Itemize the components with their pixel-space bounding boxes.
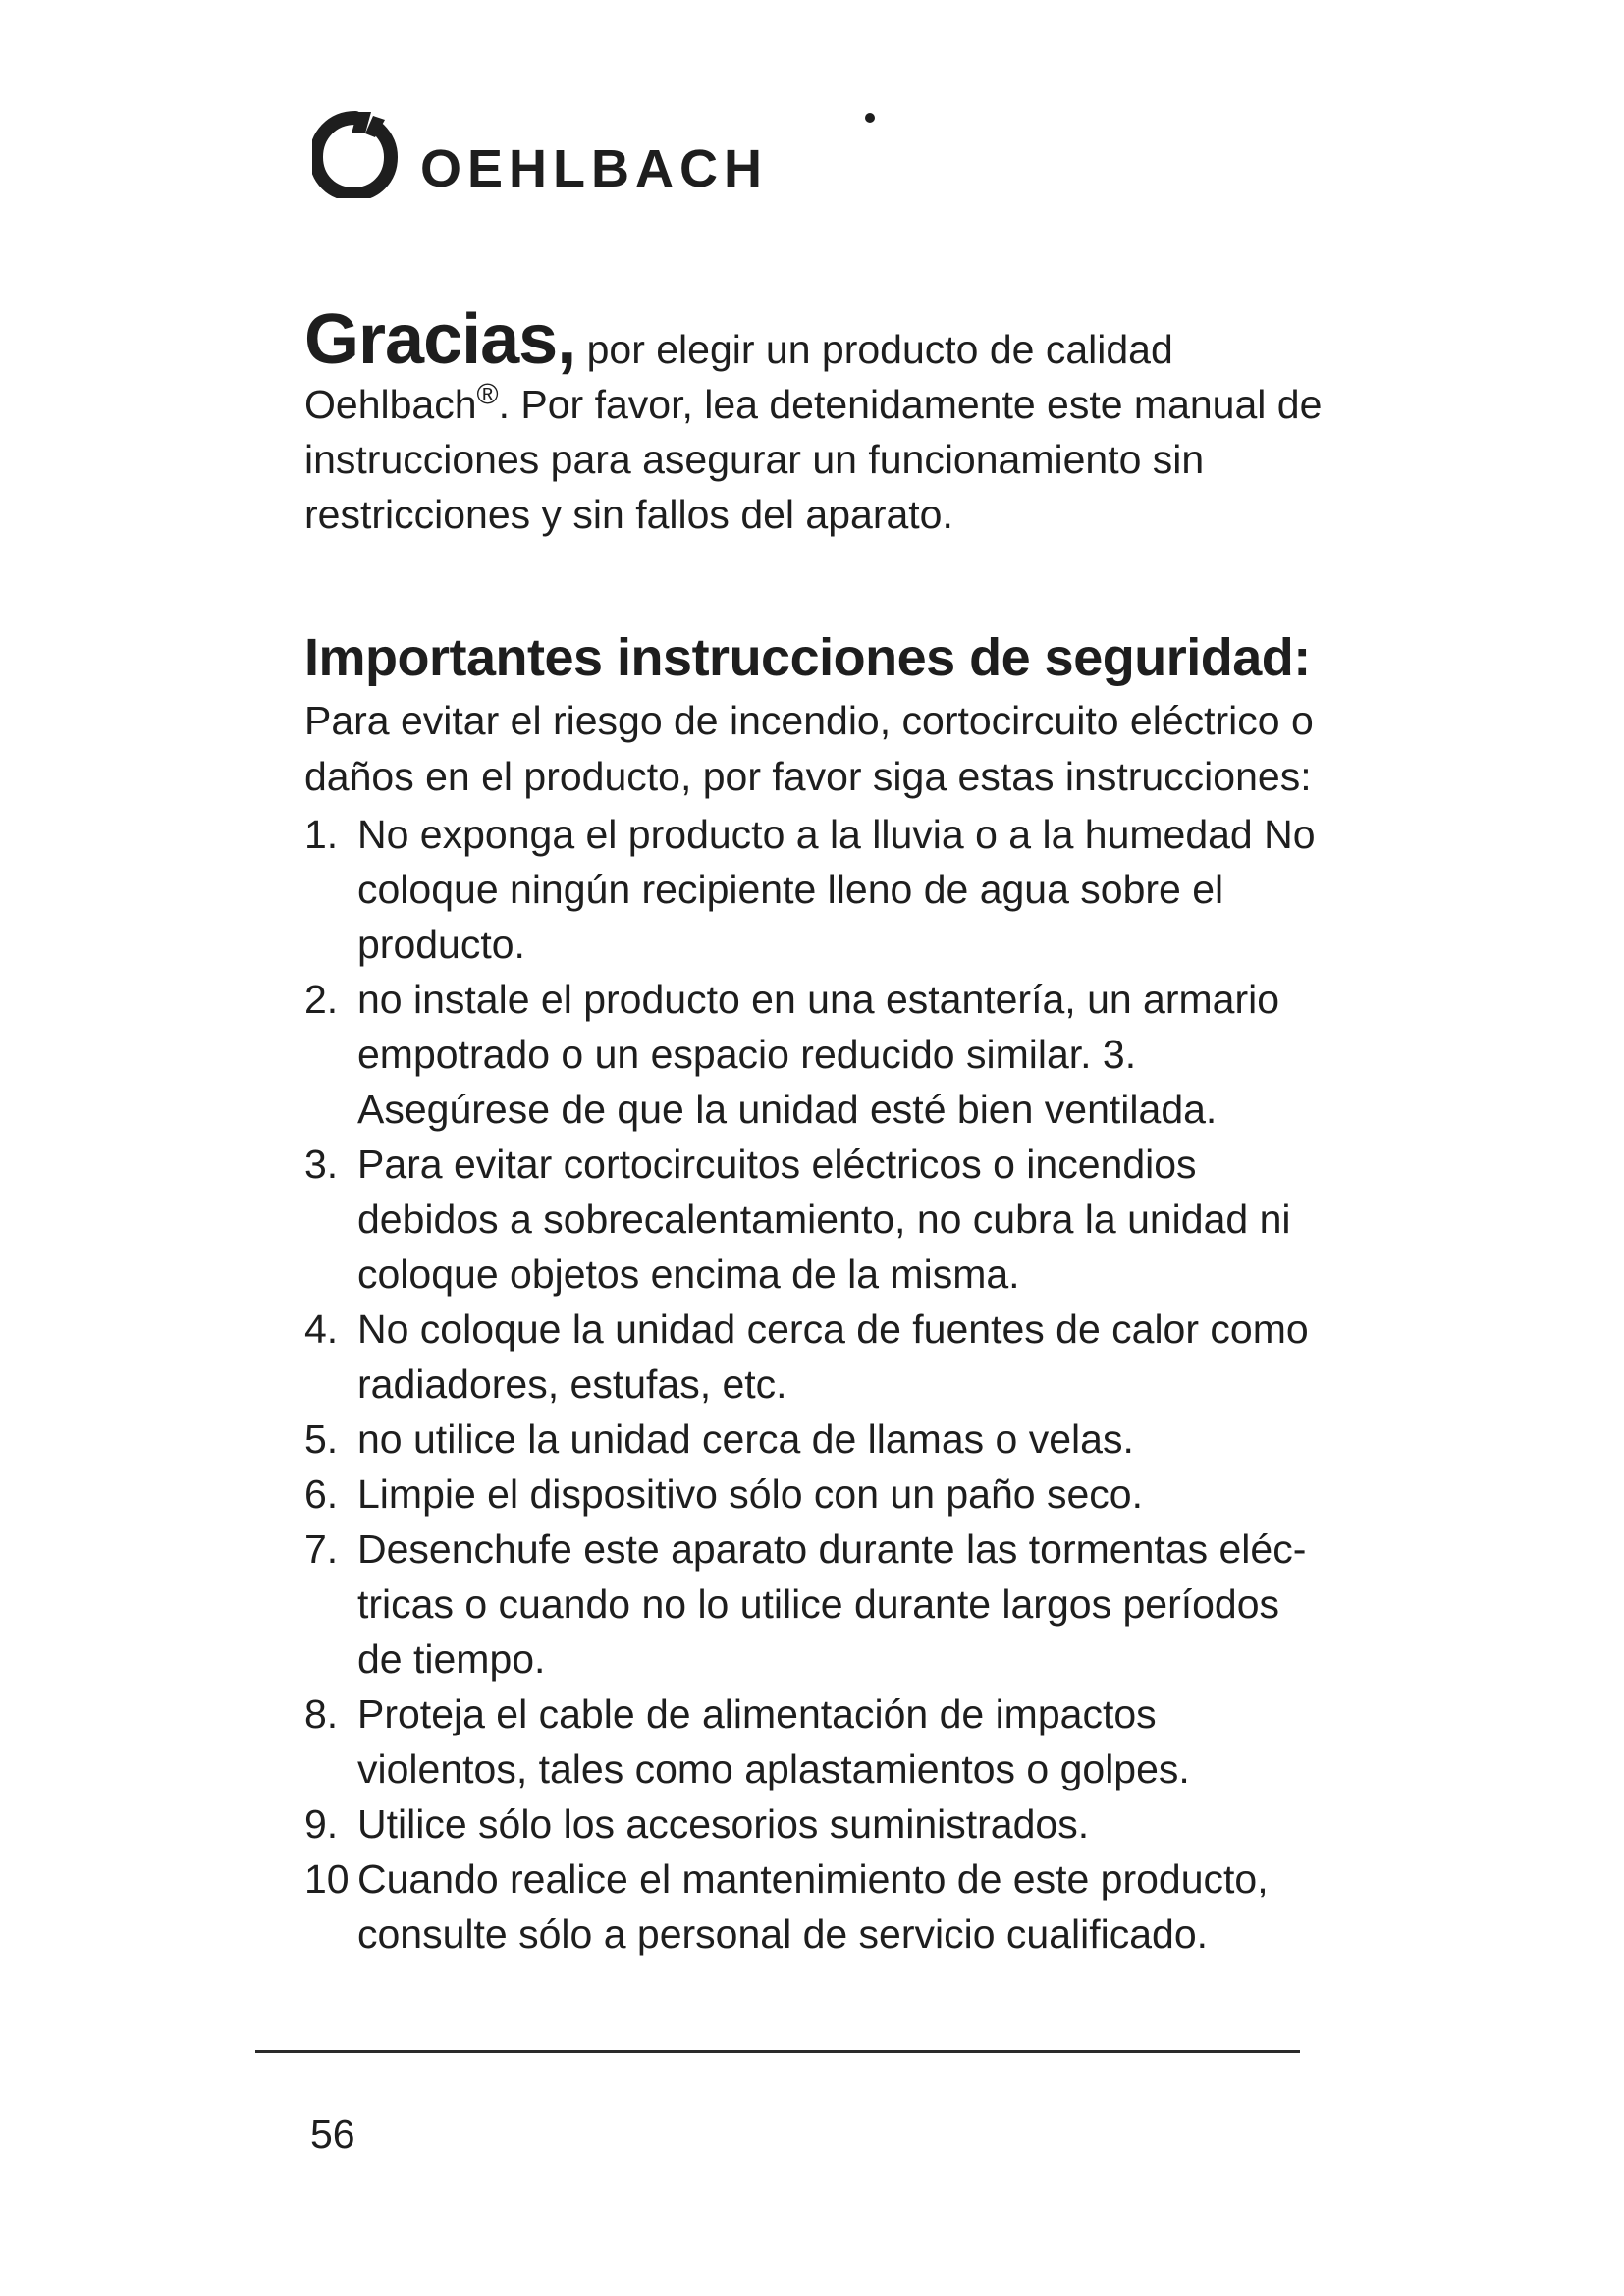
list-item xyxy=(304,1137,1326,1302)
intro-lead: Gracias, xyxy=(304,300,576,379)
list-item-number: 2. xyxy=(304,977,339,1022)
list-item-text: Limpie el dispositivo sólo con un paño seco. xyxy=(357,1471,1143,1517)
list-item-text: Desenchufe este aparato durante las tormentas eléc-tricas o cuando no lo utilice durante largos períodos de tiempo. xyxy=(357,1526,1307,1682)
page-number: 56 xyxy=(310,2111,355,2157)
list-item-text: Utilice sólo los accesorios suministrados. xyxy=(357,1801,1090,1846)
main-content xyxy=(304,300,1326,1961)
list-item-number: 4. xyxy=(304,1307,339,1352)
registered-mark: ® xyxy=(476,378,499,411)
oehlbach-ring-logo-icon xyxy=(312,110,882,198)
footer-divider xyxy=(255,2050,1300,2053)
list-item-text: no instale el producto en una estantería, un armario empotrado o un espacio reducido similar. 3. Asegúrese de que la unidad esté bien ventilada. xyxy=(357,977,1280,1132)
intro-text-end: . Por favor, lea detenidamente este manual de instrucciones para asegurar un funcionamiento sin restricciones y sin fallos del aparato. xyxy=(304,382,1323,537)
list-item-text: Para evitar cortocircuitos eléctricos o incendios debidos a sobrecalentamiento, no cubra la unidad ni coloque objetos encima de la misma. xyxy=(357,1142,1291,1297)
list-item-number: 9. xyxy=(304,1801,339,1846)
list-item-number: 5. xyxy=(304,1416,339,1462)
brand-logo xyxy=(312,110,882,198)
safety-list xyxy=(304,807,1326,1961)
list-item-number: 10 xyxy=(304,1856,350,1901)
list-item-text: No exponga el producto a la lluvia o a la humedad No coloque ningún recipiente lleno de agua sobre el producto. xyxy=(357,812,1316,967)
list-item-number: 1. xyxy=(304,812,339,857)
intro-text-start: por elegir un producto de calidad Oehlbach xyxy=(304,327,1173,427)
safety-intro: Para evitar el riesgo de incendio, cortocircuito eléctrico o daños en el producto, por favor siga estas instrucciones: xyxy=(304,698,1314,799)
list-item xyxy=(304,1522,1326,1686)
list-item-number: 8. xyxy=(304,1691,339,1736)
list-item xyxy=(304,972,1326,1137)
intro-paragraph xyxy=(304,300,1326,542)
list-item-number: 3. xyxy=(304,1142,339,1187)
list-item xyxy=(304,1467,1326,1522)
list-item-text: no utilice la unidad cerca de llamas o velas. xyxy=(357,1416,1134,1462)
list-item-number: 7. xyxy=(304,1526,339,1572)
list-item-number: 6. xyxy=(304,1471,339,1517)
list-item xyxy=(304,1796,1326,1851)
list-item xyxy=(304,1412,1326,1467)
brand-wordmark: OEHLBACH xyxy=(420,139,768,198)
list-item xyxy=(304,1851,1326,1961)
list-item-text: Cuando realice el mantenimiento de este producto, consulte sólo a personal de servicio cualificado. xyxy=(357,1856,1269,1956)
list-item-text: Proteja el cable de alimentación de impactos violentos, tales como aplastamientos o golpes. xyxy=(357,1691,1190,1791)
list-item xyxy=(304,1302,1326,1412)
list-item-text: No coloque la unidad cerca de fuentes de calor como radiadores, estufas, etc. xyxy=(357,1307,1309,1407)
list-item xyxy=(304,807,1326,972)
safety-heading: Importantes instrucciones de seguridad: xyxy=(304,628,1311,687)
list-item xyxy=(304,1686,1326,1796)
